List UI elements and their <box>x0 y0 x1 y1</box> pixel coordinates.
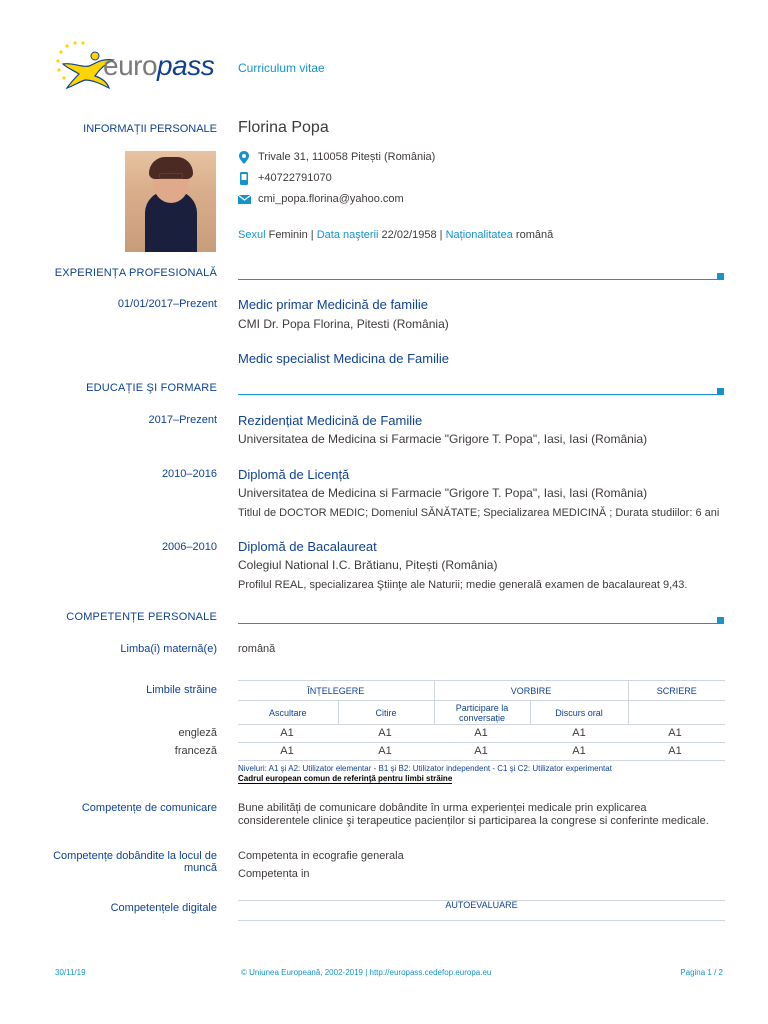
education-note: Profilul REAL, specializarea Ştiinţe ale Naturii; medie generală examen de bacalaureat 9,43. <box>238 579 688 591</box>
lang-row-value: A1 <box>572 727 586 739</box>
footer-page: Pagina 1 / 2 <box>680 968 723 977</box>
lang-row-lang: franceză <box>174 745 217 757</box>
education-title: Diplomă de Bacalaureat <box>238 539 377 554</box>
section-marker <box>717 388 724 395</box>
phone[interactable]: +40722791070 <box>258 172 332 184</box>
lang-row-value: A1 <box>668 745 682 757</box>
digital-header: AUTOEVALUARE <box>445 900 518 910</box>
education-date: 2010–2016 <box>161 468 217 480</box>
lang-row-value: A1 <box>668 727 682 739</box>
cefr-link[interactable]: Cadrul european comun de referinţă pentru limbi străine <box>238 774 453 783</box>
experience-title: Medic specialist Medicina de Familie <box>238 351 449 366</box>
lang-row-value: A1 <box>572 745 586 757</box>
education-title: Rezidențiat Medicină de Familie <box>238 413 423 428</box>
section-skills <box>0 611 768 631</box>
section-divider <box>238 623 718 624</box>
communication-text-line2: considerentele clinice şi terapeutice pacienților si participarea la congrese si conferinte medicale. <box>238 815 709 827</box>
experience-org: CMI Dr. Popa Florina, Pitesti (România) <box>238 317 449 331</box>
education-note: Titlul de DOCTOR MEDIC; Domeniul SĂNĂTATE; Specializarea MEDICINĂ ; Durata studiilor: 6 ani <box>238 507 720 519</box>
section-title: EDUCAȚIE ŞI FORMARE <box>86 382 217 394</box>
header-speaking: VORBIRE <box>434 681 628 701</box>
education-date: 2017–Prezent <box>148 414 217 426</box>
section-divider <box>238 279 718 280</box>
work-skill-item: Competenta in ecografie generala <box>238 850 404 862</box>
separator: | <box>310 229 314 241</box>
section-title: EXPERIENȚA PROFESIONALĂ <box>54 267 217 279</box>
mother-tongue-label: Limba(i) maternă(e) <box>120 643 217 655</box>
nationality-label: Naționalitatea <box>445 229 513 241</box>
nationality-value: română <box>515 229 554 241</box>
lang-row-value: A1 <box>280 727 294 739</box>
birth-label: Data naşterii <box>316 229 379 241</box>
logo-text-pass: pass <box>157 50 215 81</box>
education-title: Diplomă de Licență <box>238 467 350 482</box>
communication-text-line1: Bune abilități de comunicare dobândite în urma experienței medicale prin explicarea <box>238 802 647 814</box>
personal-details-line <box>238 229 553 241</box>
subheader-interaction: Participare la conversație <box>434 701 530 725</box>
footer-copyright[interactable]: © Uniunea Europeană, 2002-2019 | http://europass.cedefop.europa.eu <box>241 968 492 977</box>
location-icon <box>239 151 249 164</box>
section-education <box>0 382 768 402</box>
education-org: Universitatea de Medicina si Farmacie "Grigore T. Popa", Iasi, Iasi (România) <box>238 486 648 500</box>
levels-legend: Niveluri: A1 şi A2: Utilizator elementar - B1 şi B2: Utilizator independent - C1 şi C2: Utilizator experimentat <box>238 764 612 773</box>
email[interactable]: cmi_popa.florina@yahoo.com <box>258 193 404 205</box>
lang-row-lang: engleză <box>178 727 217 739</box>
section-experience <box>0 267 768 287</box>
header-writing: SCRIERE <box>628 681 725 701</box>
birth-value: 22/02/1958 <box>381 229 437 241</box>
mother-tongue-value: română <box>238 643 276 655</box>
section-title: COMPETENȚE PERSONALE <box>66 611 217 623</box>
separator: | <box>439 229 443 241</box>
email-icon <box>238 195 251 204</box>
section-personal-info: INFORMAȚII PERSONALE <box>83 123 217 135</box>
lang-row-value: A1 <box>280 745 294 757</box>
logo-text <box>103 50 214 82</box>
row-divider <box>238 760 725 761</box>
education-org: Colegiul National I.C. Brătianu, Pitești (România) <box>238 558 498 572</box>
work-skills-label-line2: muncă <box>183 862 217 874</box>
foreign-languages-label: Limbile străine <box>146 684 217 696</box>
subheader-writing <box>628 701 725 725</box>
education-org: Universitatea de Medicina si Farmacie "Grigore T. Popa", Iasi, Iasi (România) <box>238 432 648 446</box>
footer-date: 30/11/19 <box>55 968 86 977</box>
sex-label: Sexul <box>238 229 266 241</box>
phone-icon <box>239 172 249 185</box>
sex-value: Feminin <box>268 229 308 241</box>
header-understanding: ÎNȚELEGERE <box>238 681 434 701</box>
subheader-listening: Ascultare <box>238 701 338 725</box>
digital-bottom-line <box>238 920 725 921</box>
experience-date: 01/01/2017–Prezent <box>117 298 217 310</box>
work-skill-item: Competenta in <box>238 868 310 880</box>
logo-text-euro: euro <box>103 50 158 81</box>
lang-row-value: A1 <box>474 727 488 739</box>
europass-logo <box>55 40 225 90</box>
communication-label: Competențe de comunicare <box>81 802 217 814</box>
experience-title: Medic primar Medicină de familie <box>238 297 429 312</box>
digital-skills-label: Competențele digitale <box>110 902 217 914</box>
lang-row-value: A1 <box>474 745 488 757</box>
subheader-reading: Citire <box>338 701 434 725</box>
work-skills-label-line1: Competențe dobândite la locul de <box>53 850 217 862</box>
doc-title: Curriculum vitae <box>238 61 325 75</box>
education-date: 2006–2010 <box>161 541 217 553</box>
subheader-production: Discurs oral <box>530 701 628 725</box>
lang-row-value: A1 <box>378 745 392 757</box>
profile-photo <box>125 151 216 252</box>
languages-table <box>238 680 725 725</box>
row-divider <box>238 742 725 743</box>
section-marker <box>717 273 724 280</box>
person-name: Florina Popa <box>238 119 329 136</box>
section-marker <box>717 617 724 624</box>
section-divider <box>238 394 718 395</box>
lang-row-value: A1 <box>378 727 392 739</box>
address: Trivale 31, 110058 Pitești (România) <box>258 151 436 163</box>
